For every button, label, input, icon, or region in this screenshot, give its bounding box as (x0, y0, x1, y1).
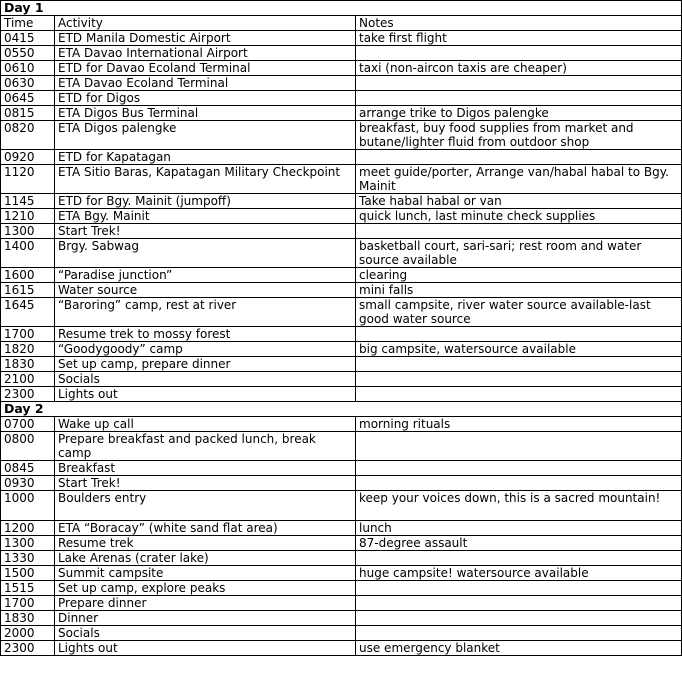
activity-cell: ETA Sitio Baras, Kapatagan Military Checkpoint (55, 165, 356, 194)
time-cell: 1700 (1, 327, 55, 342)
notes-cell: take first flight (356, 31, 682, 46)
notes-cell (356, 224, 682, 239)
notes-cell (356, 551, 682, 566)
notes-cell: basketball court, sari-sari; rest room and water source available (356, 239, 682, 268)
activity-cell: Dinner (55, 611, 356, 626)
notes-cell (356, 150, 682, 165)
time-cell: 1400 (1, 239, 55, 268)
table-row (1, 581, 682, 596)
activity-cell: “Paradise junction” (55, 268, 356, 283)
time-cell: 0700 (1, 417, 55, 432)
time-cell: 1300 (1, 536, 55, 551)
activity-cell: ETD for Bgy. Mainit (jumpoff) (55, 194, 356, 209)
time-cell: 2300 (1, 641, 55, 656)
activity-cell: Water source (55, 283, 356, 298)
time-cell: 0645 (1, 91, 55, 106)
table-row (1, 417, 682, 432)
time-cell: 0630 (1, 76, 55, 91)
notes-cell: big campsite, watersource available (356, 342, 682, 357)
table-row (1, 194, 682, 209)
notes-cell (356, 596, 682, 611)
table-row (1, 611, 682, 626)
time-cell: 0920 (1, 150, 55, 165)
time-cell: 2000 (1, 626, 55, 641)
table-row (1, 298, 682, 327)
notes-cell: arrange trike to Digos palengke (356, 106, 682, 121)
activity-cell: ETD for Davao Ecoland Terminal (55, 61, 356, 76)
day-header-row (1, 1, 682, 16)
table-row (1, 150, 682, 165)
activity-cell: ETA Davao International Airport (55, 46, 356, 61)
table-row (1, 224, 682, 239)
time-cell: 1500 (1, 566, 55, 581)
activity-cell: ETA Digos palengke (55, 121, 356, 150)
table-row (1, 536, 682, 551)
table-row (1, 327, 682, 342)
time-cell: 1820 (1, 342, 55, 357)
time-header: Time (1, 16, 55, 31)
table-row (1, 372, 682, 387)
activity-cell: “Baroring” camp, rest at river (55, 298, 356, 327)
activity-cell: Lights out (55, 641, 356, 656)
table-row (1, 566, 682, 581)
notes-cell: meet guide/porter, Arrange van/habal habal to Bgy. Mainit (356, 165, 682, 194)
activity-cell: ETD Manila Domestic Airport (55, 31, 356, 46)
activity-cell: Set up camp, prepare dinner (55, 357, 356, 372)
activity-cell: Lake Arenas (crater lake) (55, 551, 356, 566)
time-cell: 1830 (1, 611, 55, 626)
time-cell: 0845 (1, 461, 55, 476)
activity-cell: Prepare breakfast and packed lunch, break camp (55, 432, 356, 461)
table-row (1, 283, 682, 298)
time-cell: 1330 (1, 551, 55, 566)
column-header-row (1, 16, 682, 31)
activity-cell: Brgy. Sabwag (55, 239, 356, 268)
activity-cell: Resume trek (55, 536, 356, 551)
notes-cell (356, 327, 682, 342)
notes-cell: mini falls (356, 283, 682, 298)
table-row (1, 46, 682, 61)
activity-cell: Socials (55, 626, 356, 641)
notes-cell: morning rituals (356, 417, 682, 432)
table-row (1, 357, 682, 372)
table-row (1, 387, 682, 402)
activity-cell: Lights out (55, 387, 356, 402)
notes-cell (356, 372, 682, 387)
notes-cell (356, 46, 682, 61)
time-cell: 0930 (1, 476, 55, 491)
activity-header: Activity (55, 16, 356, 31)
activity-cell: Boulders entry (55, 491, 356, 521)
table-row (1, 596, 682, 611)
table-row (1, 31, 682, 46)
notes-cell (356, 432, 682, 461)
activity-cell: “Goodygoody” camp (55, 342, 356, 357)
notes-cell (356, 357, 682, 372)
activity-cell: ETD for Digos (55, 91, 356, 106)
activity-cell: Prepare dinner (55, 596, 356, 611)
activity-cell: Summit campsite (55, 566, 356, 581)
notes-cell (356, 626, 682, 641)
time-cell: 0815 (1, 106, 55, 121)
table-row (1, 626, 682, 641)
notes-cell (356, 387, 682, 402)
time-cell: 1830 (1, 357, 55, 372)
table-row (1, 476, 682, 491)
time-cell: 0415 (1, 31, 55, 46)
notes-cell: taxi (non-aircon taxis are cheaper) (356, 61, 682, 76)
activity-cell: Start Trek! (55, 224, 356, 239)
table-row (1, 121, 682, 150)
time-cell: 0820 (1, 121, 55, 150)
day-header-row (1, 402, 682, 417)
table-row (1, 106, 682, 121)
activity-cell: ETA Bgy. Mainit (55, 209, 356, 224)
notes-cell (356, 91, 682, 106)
activity-cell: ETA “Boracay” (white sand flat area) (55, 521, 356, 536)
time-cell: 2300 (1, 387, 55, 402)
time-cell: 1300 (1, 224, 55, 239)
time-cell: 1645 (1, 298, 55, 327)
table-row (1, 209, 682, 224)
table-row (1, 551, 682, 566)
table-row (1, 165, 682, 194)
table-row (1, 521, 682, 536)
notes-cell: small campsite, river water source available-last good water source (356, 298, 682, 327)
activity-cell: ETA Digos Bus Terminal (55, 106, 356, 121)
activity-cell: Breakfast (55, 461, 356, 476)
activity-cell: Socials (55, 372, 356, 387)
time-cell: 0800 (1, 432, 55, 461)
notes-cell (356, 476, 682, 491)
day-label: Day 2 (1, 402, 682, 417)
table-row (1, 491, 682, 521)
table-row (1, 432, 682, 461)
time-cell: 1615 (1, 283, 55, 298)
table-row (1, 91, 682, 106)
notes-cell (356, 461, 682, 476)
notes-cell: clearing (356, 268, 682, 283)
time-cell: 1000 (1, 491, 55, 521)
notes-cell (356, 581, 682, 596)
time-cell: 1120 (1, 165, 55, 194)
table-row (1, 461, 682, 476)
activity-cell: ETA Davao Ecoland Terminal (55, 76, 356, 91)
notes-cell: Take habal habal or van (356, 194, 682, 209)
activity-cell: Start Trek! (55, 476, 356, 491)
table-row (1, 342, 682, 357)
notes-cell (356, 76, 682, 91)
notes-cell: breakfast, buy food supplies from market and butane/lighter fluid from outdoor shop (356, 121, 682, 150)
table-row (1, 61, 682, 76)
activity-cell: Wake up call (55, 417, 356, 432)
itinerary-body (1, 1, 682, 656)
table-row (1, 268, 682, 283)
activity-cell: ETD for Kapatagan (55, 150, 356, 165)
notes-cell: huge campsite! watersource available (356, 566, 682, 581)
table-row (1, 641, 682, 656)
notes-cell: 87-degree assault (356, 536, 682, 551)
notes-cell: use emergency blanket (356, 641, 682, 656)
time-cell: 1700 (1, 596, 55, 611)
activity-cell: Set up camp, explore peaks (55, 581, 356, 596)
notes-cell (356, 611, 682, 626)
time-cell: 1145 (1, 194, 55, 209)
time-cell: 1515 (1, 581, 55, 596)
table-row (1, 239, 682, 268)
time-cell: 1210 (1, 209, 55, 224)
activity-cell: Resume trek to mossy forest (55, 327, 356, 342)
notes-cell: keep your voices down, this is a sacred mountain! (356, 491, 682, 521)
notes-cell: quick lunch, last minute check supplies (356, 209, 682, 224)
time-cell: 1600 (1, 268, 55, 283)
time-cell: 0610 (1, 61, 55, 76)
notes-header: Notes (356, 16, 682, 31)
day-label: Day 1 (1, 1, 682, 16)
notes-cell: lunch (356, 521, 682, 536)
table-row (1, 76, 682, 91)
time-cell: 1200 (1, 521, 55, 536)
time-cell: 2100 (1, 372, 55, 387)
time-cell: 0550 (1, 46, 55, 61)
